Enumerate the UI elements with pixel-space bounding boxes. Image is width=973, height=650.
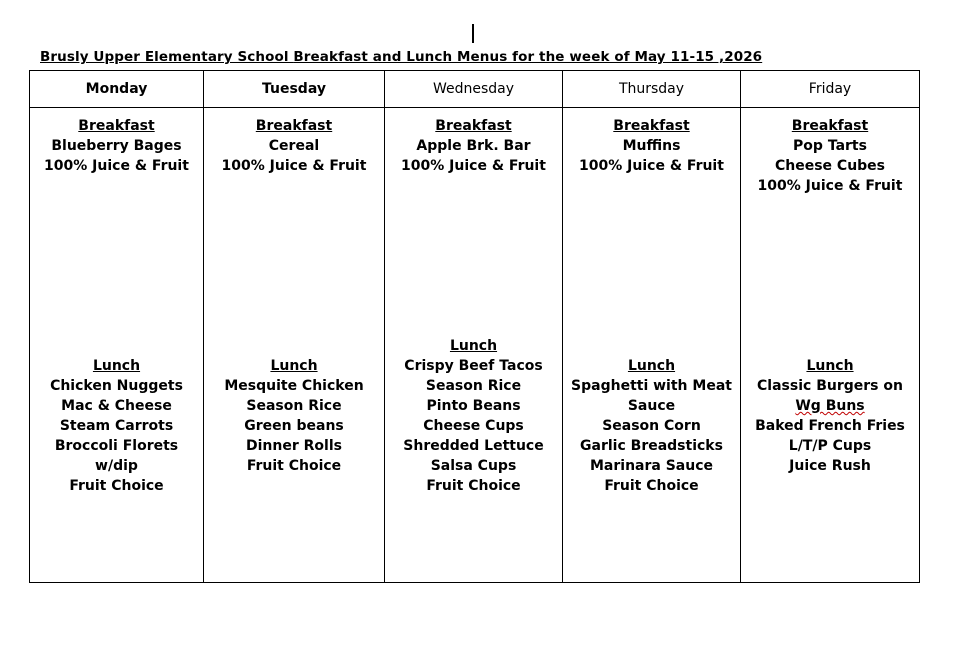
menu-item: Classic Burgers on — [757, 378, 903, 394]
lunch-heading: Lunch — [92, 358, 141, 374]
day-cell-wednesday — [385, 108, 563, 583]
menu-item: 100% Juice & Fruit — [401, 158, 546, 174]
menu-item: Cheese Cups — [423, 418, 524, 434]
menu-row — [30, 108, 920, 583]
breakfast-section — [32, 116, 201, 356]
menu-item: Muffins — [622, 138, 681, 154]
lunch-section — [206, 356, 382, 476]
day-header-thursday: Thursday — [563, 71, 741, 108]
menu-item: Cheese Cubes — [774, 158, 886, 174]
menu-title: Breakfast and Lunch Menus for the week of May 11-15 ,2026 — [293, 49, 763, 65]
menu-item: Dinner Rolls — [246, 438, 342, 454]
menu-item: Fruit Choice — [604, 478, 699, 494]
day-cell-monday — [30, 108, 204, 583]
menu-item: Pinto Beans — [426, 398, 521, 414]
breakfast-heading: Breakfast — [78, 118, 155, 134]
day-header-wednesday: Wednesday — [385, 71, 563, 108]
menu-item: Pop Tarts — [793, 138, 867, 154]
lunch-section — [387, 336, 560, 496]
day-header-monday: Monday — [30, 71, 204, 108]
header-row — [30, 71, 920, 108]
menu-item: Season Rice — [425, 378, 522, 394]
menu-item: Broccoli Florets — [54, 438, 179, 454]
page-title — [40, 49, 762, 65]
menu-item: Juice Rush — [789, 458, 871, 474]
lunch-section — [32, 356, 201, 496]
menu-item: Blueberry Bages — [51, 138, 182, 154]
menu-item: Steam Carrots — [59, 418, 174, 434]
school-name: Brusly Upper Elementary School — [40, 49, 294, 65]
menu-item: Fruit Choice — [69, 478, 164, 494]
day-cell-tuesday — [204, 108, 385, 583]
day-cell-thursday — [563, 108, 741, 583]
menu-item: L/T/P Cups — [788, 438, 872, 454]
lunch-heading: Lunch — [270, 358, 318, 374]
spellcheck-flagged-text: Wg Buns — [795, 398, 865, 414]
menu-item: Sauce — [627, 398, 676, 414]
menu-item: Marinara Sauce — [589, 458, 713, 474]
menu-item: Fruit Choice — [426, 478, 521, 494]
menu-item: Mesquite Chicken — [224, 378, 364, 394]
menu-item: Season Corn — [602, 418, 701, 434]
menu-item: 100% Juice & Fruit — [44, 158, 189, 174]
day-header-friday: Friday — [741, 71, 920, 108]
menu-item: Apple Brk. Bar — [416, 138, 531, 154]
lunch-section — [743, 356, 917, 476]
breakfast-heading: Breakfast — [435, 118, 512, 134]
menu-item: 100% Juice & Fruit — [579, 158, 724, 174]
lunch-heading: Lunch — [627, 358, 676, 374]
menu-item: w/dip — [95, 458, 138, 474]
menu-item: Salsa Cups — [430, 458, 517, 474]
day-cell-friday — [741, 108, 920, 583]
breakfast-heading: Breakfast — [791, 118, 869, 134]
breakfast-heading: Breakfast — [255, 118, 333, 134]
breakfast-section — [206, 116, 382, 356]
menu-item: Shredded Lettuce — [403, 438, 544, 454]
menu-item: Season Rice — [246, 398, 342, 414]
menu-item: Chicken Nuggets — [50, 378, 183, 394]
menu-item: Cereal — [268, 138, 320, 154]
menu-item: Green beans — [244, 418, 344, 434]
lunch-heading: Lunch — [806, 358, 854, 374]
menu-item: Garlic Breadsticks — [580, 438, 723, 454]
breakfast-section — [743, 116, 917, 356]
lunch-section — [565, 356, 738, 496]
menu-table — [29, 70, 920, 583]
menu-item: Spaghetti with Meat — [571, 378, 732, 394]
menu-item: Fruit Choice — [246, 458, 342, 474]
text-cursor — [472, 24, 474, 43]
breakfast-section — [387, 116, 560, 336]
lunch-heading: Lunch — [449, 338, 498, 354]
breakfast-section — [565, 116, 738, 356]
menu-item: Mac & Cheese — [61, 398, 172, 414]
menu-item: Baked French Fries — [755, 418, 905, 434]
menu-item: 100% Juice & Fruit — [757, 178, 903, 194]
day-header-tuesday: Tuesday — [204, 71, 385, 108]
menu-item: Crispy Beef Tacos — [404, 358, 543, 374]
menu-item — [743, 396, 917, 416]
breakfast-heading: Breakfast — [613, 118, 690, 134]
menu-item: 100% Juice & Fruit — [221, 158, 367, 174]
